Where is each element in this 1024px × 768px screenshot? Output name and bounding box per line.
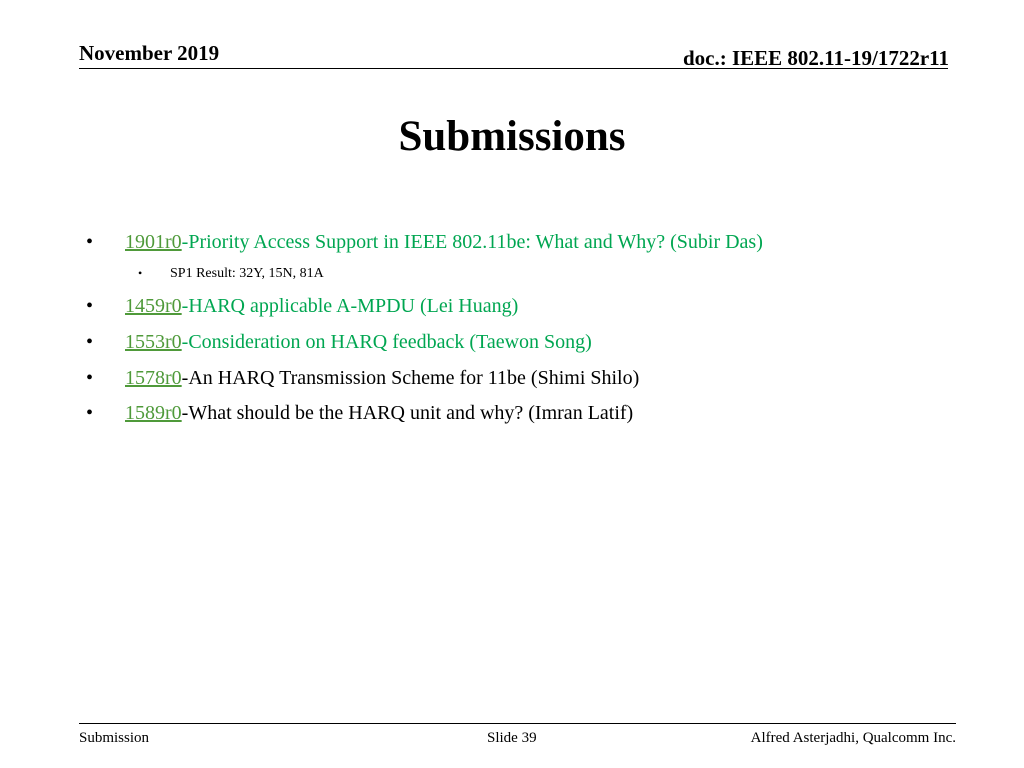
bullet-dot: •: [86, 367, 94, 389]
submission-link-1553r0[interactable]: 1553r0: [125, 331, 182, 353]
list-item: [86, 401, 633, 425]
list-item: [86, 330, 592, 354]
bullet-dot: •: [138, 266, 143, 280]
header-divider: [79, 68, 948, 69]
bullet-dot: •: [86, 402, 94, 424]
footer-author: Alfred Asterjadhi, Qualcomm Inc.: [750, 730, 956, 746]
header-doc-id: doc.: IEEE 802.11-19/1722r11: [682, 46, 949, 70]
footer-divider: [79, 723, 956, 724]
bullet-dot: •: [86, 331, 94, 353]
list-item-text: -An HARQ Transmission Scheme for 11be (Shimi Shilo): [181, 367, 640, 389]
list-item-text: -Consideration on HARQ feedback (Taewon Song): [181, 331, 592, 353]
list-item: [86, 230, 763, 254]
header-date: November 2019: [79, 41, 220, 65]
footer-left: Submission: [79, 730, 150, 746]
submission-link-1589r0[interactable]: 1589r0: [125, 402, 182, 424]
submission-link-1459r0[interactable]: 1459r0: [125, 295, 182, 317]
bullet-dot: •: [86, 295, 94, 317]
submission-link-1901r0[interactable]: 1901r0: [125, 231, 182, 253]
list-item: [86, 294, 518, 318]
submission-link-1578r0[interactable]: 1578r0: [125, 367, 182, 389]
slide-number: Slide 39: [487, 730, 537, 746]
list-item-text: -HARQ applicable A-MPDU (Lei Huang): [181, 295, 519, 317]
bullet-dot: •: [86, 231, 94, 253]
list-item-text: -What should be the HARQ unit and why? (Imran Latif): [181, 402, 634, 424]
slide-title: Submissions: [398, 113, 626, 160]
sub-list-item: [138, 264, 324, 283]
list-item: [86, 366, 639, 390]
sub-list-item-text: SP1 Result: 32Y, 15N, 81A: [170, 266, 324, 281]
list-item-text: -Priority Access Support in IEEE 802.11be: What and Why? (Subir Das): [181, 231, 763, 253]
